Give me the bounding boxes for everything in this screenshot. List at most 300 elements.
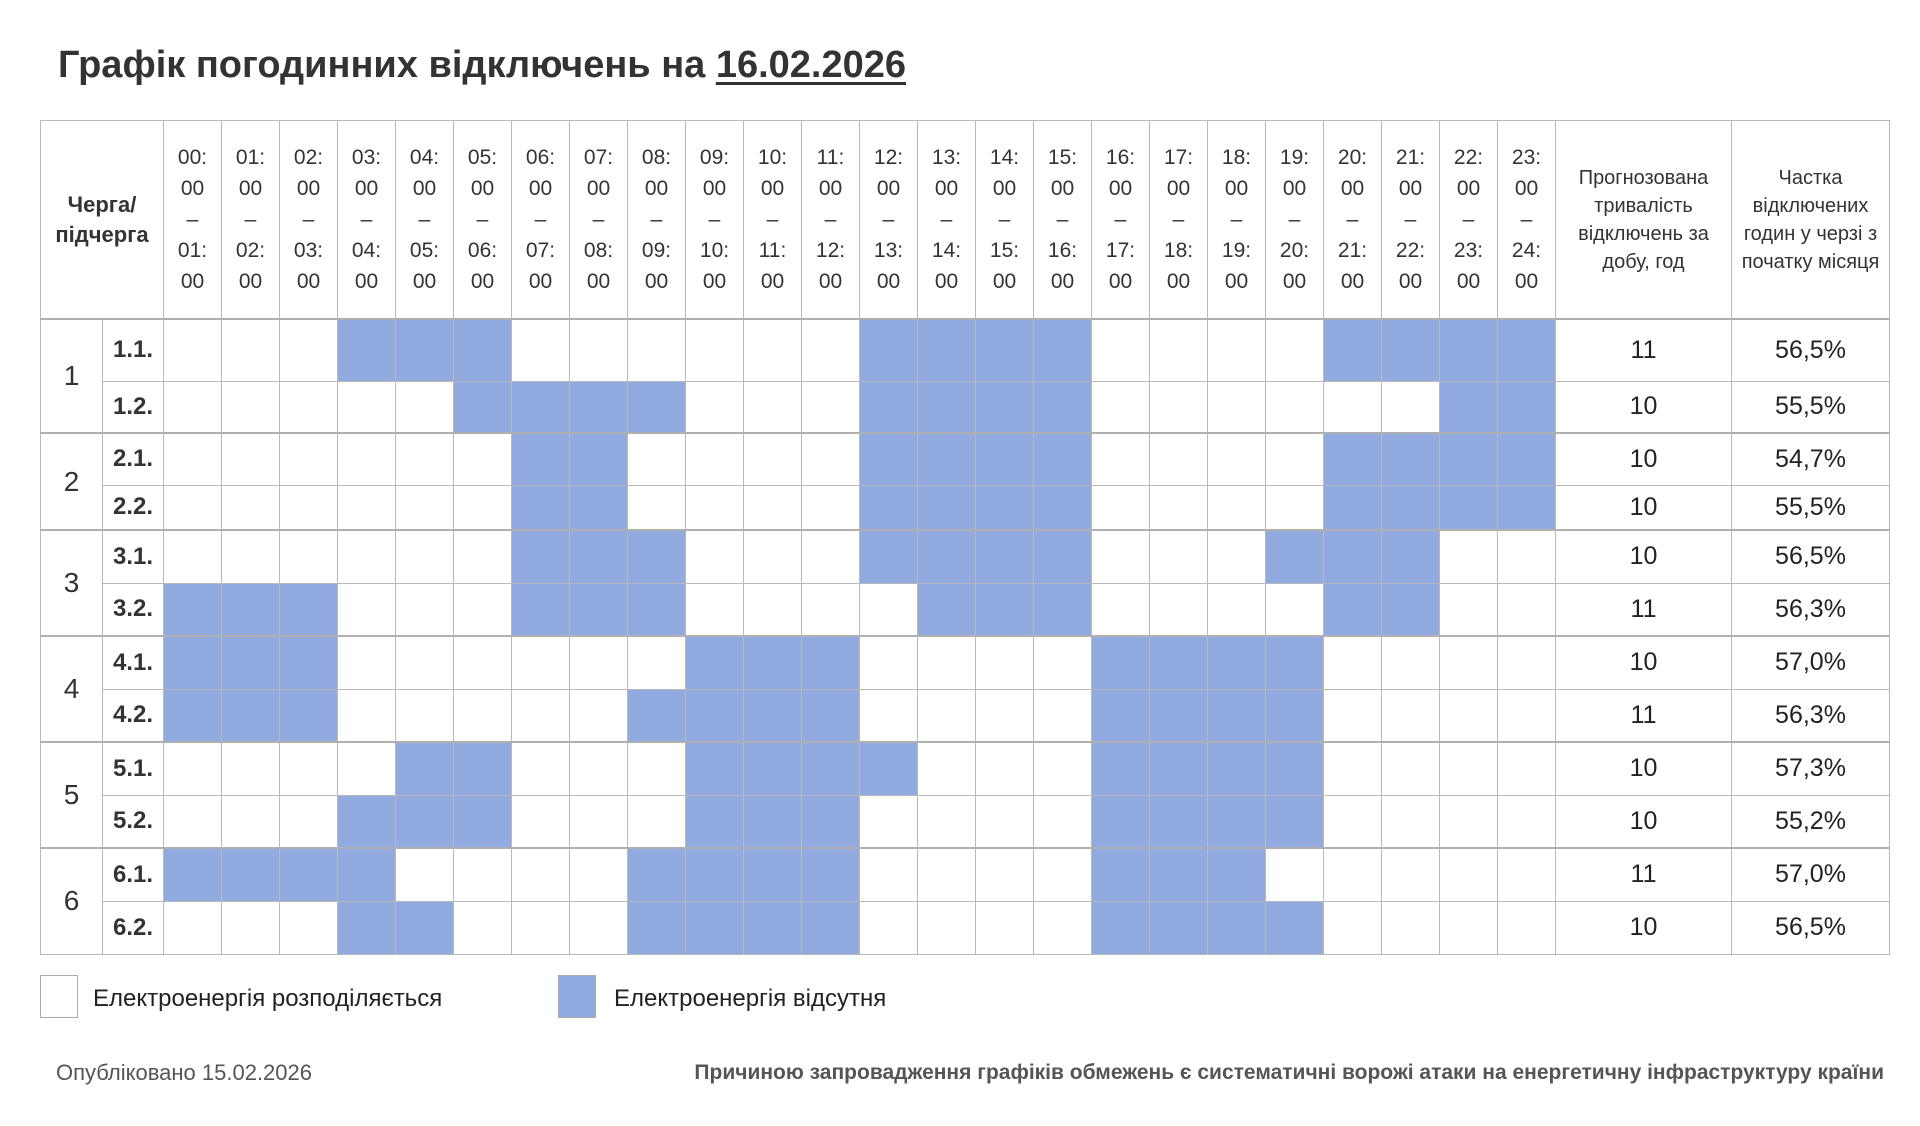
share-value: 54,7%: [1732, 433, 1890, 485]
hour-cell-outage: [744, 848, 802, 901]
hour-cell-outage: [802, 742, 860, 795]
hour-header-part: 00: [528, 177, 553, 200]
hour-cell-power: [1324, 636, 1382, 689]
hour-header-part: 12:: [815, 239, 846, 262]
hour-cell-power: [860, 689, 918, 742]
hour-cell-power: [164, 795, 222, 848]
hour-header-part: 09:: [699, 146, 730, 169]
hour-cell-outage: [918, 319, 976, 381]
hour-cell-outage: [744, 795, 802, 848]
hour-cell-outage: [454, 319, 512, 381]
hour-cell-power: [222, 485, 280, 530]
hour-header-14: [976, 121, 1034, 320]
hour-cell-power: [280, 485, 338, 530]
hour-header-part: 19:: [1221, 239, 1252, 262]
hour-cell-power: [976, 848, 1034, 901]
hour-header-part: 00: [1398, 177, 1423, 200]
hour-header-part: 18:: [1221, 146, 1252, 169]
hour-cell-outage: [338, 901, 396, 954]
hour-header-part: 00: [412, 177, 437, 200]
hour-cell-power: [164, 381, 222, 433]
hour-cell-power: [918, 848, 976, 901]
table-row: [41, 848, 1890, 901]
hour-cell-power: [1208, 319, 1266, 381]
hour-header-9: [686, 121, 744, 320]
hour-cell-outage: [280, 689, 338, 742]
hour-header-part: –: [1346, 208, 1359, 231]
hour-cell-outage: [860, 530, 918, 583]
hour-cell-outage: [1324, 583, 1382, 636]
hour-header-part: –: [360, 208, 373, 231]
hour-cell-outage: [860, 381, 918, 433]
hour-header-1: [222, 121, 280, 320]
hour-cell-power: [396, 689, 454, 742]
hour-cell-power: [1498, 689, 1556, 742]
hour-cell-power: [860, 636, 918, 689]
hour-cell-power: [918, 689, 976, 742]
hour-cell-power: [164, 485, 222, 530]
hour-cell-outage: [338, 848, 396, 901]
hour-header-part: –: [708, 208, 721, 231]
hour-header-part: 00: [1108, 177, 1133, 200]
hour-cell-power: [1324, 795, 1382, 848]
hour-cell-power: [918, 636, 976, 689]
header-row: [41, 121, 1890, 320]
hour-cell-power: [686, 583, 744, 636]
hour-cell-outage: [1440, 319, 1498, 381]
hour-header-part: 00: [180, 177, 205, 200]
hour-cell-power: [744, 319, 802, 381]
queue-number: 3: [41, 530, 103, 636]
hour-cell-power: [1092, 583, 1150, 636]
hour-cell-power: [628, 485, 686, 530]
hour-cell-power: [512, 901, 570, 954]
hour-cell-outage: [570, 583, 628, 636]
hour-header-part: –: [302, 208, 315, 231]
hour-header-part: –: [244, 208, 257, 231]
hour-cell-outage: [1092, 795, 1150, 848]
hour-cell-power: [744, 381, 802, 433]
hour-cell-power: [1324, 742, 1382, 795]
share-header: Частка відключених годин у черзі з початку місяця: [1732, 121, 1890, 320]
hour-cell-power: [1382, 742, 1440, 795]
hour-header-part: 00: [528, 270, 553, 293]
hour-cell-power: [570, 319, 628, 381]
hour-header-part: –: [998, 208, 1011, 231]
hour-cell-outage: [1266, 742, 1324, 795]
hour-cell-outage: [512, 485, 570, 530]
share-value: 56,5%: [1732, 319, 1890, 381]
share-value: 57,0%: [1732, 848, 1890, 901]
hour-cell-power: [454, 901, 512, 954]
hour-header-part: 21:: [1337, 239, 1368, 262]
hour-cell-outage: [1208, 901, 1266, 954]
hour-cell-outage: [396, 742, 454, 795]
hour-header-part: 00: [992, 177, 1017, 200]
hour-header-part: 00: [1166, 270, 1191, 293]
table-row: [41, 901, 1890, 954]
hour-header-part: –: [1114, 208, 1127, 231]
hour-cell-outage: [802, 636, 860, 689]
hour-header-part: 23:: [1453, 239, 1484, 262]
hour-header-part: 22:: [1453, 146, 1484, 169]
share-value: 56,3%: [1732, 689, 1890, 742]
hour-cell-power: [1208, 485, 1266, 530]
subqueue-label: 1.1.: [103, 319, 164, 381]
hour-header-part: –: [882, 208, 895, 231]
hour-cell-power: [1092, 485, 1150, 530]
hour-header-part: 11:: [816, 146, 845, 169]
hour-cell-power: [1440, 795, 1498, 848]
queue-number: 1: [41, 319, 103, 433]
duration-value: 10: [1556, 795, 1732, 848]
hour-header-15: [1034, 121, 1092, 320]
hour-cell-power: [628, 319, 686, 381]
hour-cell-outage: [512, 583, 570, 636]
hour-cell-outage: [1498, 433, 1556, 485]
hour-cell-power: [396, 485, 454, 530]
hour-header-part: 00: [1514, 177, 1539, 200]
hour-cell-power: [1440, 742, 1498, 795]
hour-cell-power: [222, 319, 280, 381]
hour-cell-power: [744, 433, 802, 485]
hour-cell-power: [1324, 381, 1382, 433]
hour-cell-outage: [1150, 901, 1208, 954]
hour-cell-outage: [570, 433, 628, 485]
hour-cell-outage: [222, 689, 280, 742]
hour-cell-power: [512, 742, 570, 795]
hour-header-part: 01:: [177, 239, 208, 262]
hour-cell-power: [744, 530, 802, 583]
hour-header-part: 02:: [235, 239, 266, 262]
hour-cell-power: [338, 636, 396, 689]
duration-value: 10: [1556, 433, 1732, 485]
hour-cell-outage: [222, 848, 280, 901]
hour-cell-power: [512, 795, 570, 848]
hour-cell-outage: [918, 583, 976, 636]
hour-cell-power: [512, 848, 570, 901]
hour-cell-outage: [1208, 742, 1266, 795]
hour-header-part: 00: [1398, 270, 1423, 293]
duration-header: Прогнозована тривалість відключень за добу, год: [1556, 121, 1732, 320]
hour-header-part: 22:: [1395, 239, 1426, 262]
hour-header-part: –: [824, 208, 837, 231]
hour-cell-power: [1034, 689, 1092, 742]
hour-header-part: –: [186, 208, 199, 231]
hour-cell-outage: [1150, 742, 1208, 795]
hour-header-part: 20:: [1337, 146, 1368, 169]
hour-cell-power: [976, 636, 1034, 689]
subqueue-label: 4.1.: [103, 636, 164, 689]
hour-cell-power: [1324, 848, 1382, 901]
hour-header-part: 00:: [177, 146, 208, 169]
hour-header-part: 06:: [467, 239, 498, 262]
hour-cell-outage: [1440, 381, 1498, 433]
hour-cell-power: [976, 795, 1034, 848]
hour-header-part: –: [766, 208, 779, 231]
subqueue-label: 2.2.: [103, 485, 164, 530]
hour-cell-power: [512, 319, 570, 381]
hour-cell-outage: [1150, 636, 1208, 689]
subqueue-label: 6.1.: [103, 848, 164, 901]
hour-cell-power: [1034, 901, 1092, 954]
hour-cell-power: [1382, 689, 1440, 742]
hour-cell-power: [1208, 583, 1266, 636]
hour-cell-power: [164, 742, 222, 795]
hour-cell-outage: [396, 319, 454, 381]
hour-header-part: 00: [934, 270, 959, 293]
hour-cell-outage: [1498, 381, 1556, 433]
hour-cell-power: [1440, 689, 1498, 742]
hour-header-part: –: [476, 208, 489, 231]
hour-cell-power: [164, 319, 222, 381]
hour-cell-outage: [570, 485, 628, 530]
hour-header-part: 16:: [1105, 146, 1136, 169]
hour-header-part: –: [418, 208, 431, 231]
hour-cell-outage: [1034, 583, 1092, 636]
hour-cell-power: [802, 381, 860, 433]
hour-cell-power: [1498, 636, 1556, 689]
hour-cell-outage: [1092, 742, 1150, 795]
hour-cell-outage: [1034, 319, 1092, 381]
hour-header-part: 00: [1514, 270, 1539, 293]
hour-cell-power: [222, 381, 280, 433]
hour-cell-outage: [1382, 319, 1440, 381]
hour-header-part: –: [1520, 208, 1533, 231]
duration-value: 10: [1556, 381, 1732, 433]
hour-cell-outage: [1150, 689, 1208, 742]
hour-cell-power: [454, 636, 512, 689]
share-value: 56,5%: [1732, 901, 1890, 954]
hour-cell-outage: [1092, 689, 1150, 742]
hour-cell-outage: [744, 901, 802, 954]
queue-number: 5: [41, 742, 103, 848]
hour-cell-outage: [222, 583, 280, 636]
share-value: 55,2%: [1732, 795, 1890, 848]
hour-cell-outage: [744, 689, 802, 742]
hour-header-part: 00: [992, 270, 1017, 293]
table-row: [41, 795, 1890, 848]
hour-header-part: 00: [586, 177, 611, 200]
hour-cell-outage: [570, 381, 628, 433]
hour-header-part: 00: [1050, 177, 1075, 200]
hour-cell-outage: [396, 795, 454, 848]
hour-cell-power: [280, 433, 338, 485]
hour-cell-outage: [1208, 848, 1266, 901]
hour-header-part: –: [650, 208, 663, 231]
hour-header-part: 00: [354, 270, 379, 293]
hour-cell-power: [1208, 381, 1266, 433]
hour-cell-outage: [454, 742, 512, 795]
hour-cell-power: [280, 319, 338, 381]
hour-header-part: 00: [412, 270, 437, 293]
hour-header-part: 00: [1456, 177, 1481, 200]
hour-cell-power: [628, 742, 686, 795]
hour-cell-power: [454, 583, 512, 636]
hour-header-3: [338, 121, 396, 320]
hour-cell-power: [222, 901, 280, 954]
hour-cell-outage: [918, 433, 976, 485]
hour-cell-outage: [338, 319, 396, 381]
hour-cell-outage: [1092, 901, 1150, 954]
hour-header-part: 05:: [409, 239, 440, 262]
hour-header-part: 17:: [1105, 239, 1136, 262]
hour-header-part: 05:: [467, 146, 498, 169]
hour-cell-outage: [164, 636, 222, 689]
hour-cell-outage: [686, 636, 744, 689]
hour-cell-power: [280, 381, 338, 433]
hour-cell-outage: [512, 381, 570, 433]
hour-cell-outage: [1498, 319, 1556, 381]
hour-header-part: 16:: [1047, 239, 1078, 262]
queue-header: Черга/ підчерга: [41, 121, 164, 320]
hour-header-part: 07:: [525, 239, 556, 262]
hour-header-part: 00: [238, 270, 263, 293]
table-row: [41, 530, 1890, 583]
hour-cell-power: [628, 433, 686, 485]
hour-header-part: 00: [1050, 270, 1075, 293]
hour-cell-power: [1266, 583, 1324, 636]
hour-header-part: 00: [470, 270, 495, 293]
table-row: [41, 381, 1890, 433]
hour-cell-power: [222, 530, 280, 583]
hour-cell-outage: [860, 433, 918, 485]
hour-cell-power: [1382, 795, 1440, 848]
hour-cell-outage: [628, 583, 686, 636]
hour-cell-power: [1498, 583, 1556, 636]
hour-cell-outage: [976, 583, 1034, 636]
hour-header-part: –: [1172, 208, 1185, 231]
hour-cell-power: [454, 530, 512, 583]
hour-cell-outage: [512, 433, 570, 485]
hour-header-part: 09:: [641, 239, 672, 262]
hour-header-part: 00: [1224, 177, 1249, 200]
hour-cell-outage: [628, 381, 686, 433]
hour-cell-power: [1034, 742, 1092, 795]
hour-header-part: 11:: [758, 239, 787, 262]
hour-cell-power: [164, 901, 222, 954]
hour-cell-power: [1092, 319, 1150, 381]
hour-cell-power: [1440, 848, 1498, 901]
hour-header-17: [1150, 121, 1208, 320]
hour-cell-outage: [686, 848, 744, 901]
hour-cell-outage: [860, 319, 918, 381]
hour-cell-power: [512, 636, 570, 689]
hour-cell-power: [802, 485, 860, 530]
hour-cell-outage: [1092, 636, 1150, 689]
hour-header-part: 03:: [351, 146, 382, 169]
queue-number: 6: [41, 848, 103, 954]
table-row: [41, 689, 1890, 742]
hour-header-13: [918, 121, 976, 320]
table-row: [41, 636, 1890, 689]
hour-header-part: 06:: [525, 146, 556, 169]
hour-header-4: [396, 121, 454, 320]
hour-cell-power: [1092, 433, 1150, 485]
hour-header-part: –: [1462, 208, 1475, 231]
hour-cell-power: [686, 319, 744, 381]
share-value: 56,3%: [1732, 583, 1890, 636]
hour-cell-power: [802, 319, 860, 381]
duration-value: 10: [1556, 901, 1732, 954]
hour-header-part: 00: [1166, 177, 1191, 200]
hour-cell-power: [338, 742, 396, 795]
hour-header-8: [628, 121, 686, 320]
hour-header-7: [570, 121, 628, 320]
hour-header-part: 00: [702, 177, 727, 200]
hour-cell-outage: [976, 381, 1034, 433]
hour-cell-outage: [976, 319, 1034, 381]
subqueue-label: 3.1.: [103, 530, 164, 583]
hour-header-part: 00: [818, 177, 843, 200]
duration-value: 11: [1556, 689, 1732, 742]
hour-cell-power: [1440, 901, 1498, 954]
hour-cell-power: [280, 742, 338, 795]
hour-header-part: 00: [1108, 270, 1133, 293]
hour-cell-power: [338, 433, 396, 485]
hour-header-11: [802, 121, 860, 320]
hour-cell-power: [1266, 319, 1324, 381]
hour-header-part: 00: [296, 270, 321, 293]
hour-cell-outage: [1324, 485, 1382, 530]
hour-cell-outage: [1440, 485, 1498, 530]
hour-cell-outage: [1382, 530, 1440, 583]
hour-cell-power: [1034, 795, 1092, 848]
hour-header-part: 20:: [1279, 239, 1310, 262]
hour-cell-power: [570, 742, 628, 795]
hour-header-part: –: [1288, 208, 1301, 231]
hour-header-19: [1266, 121, 1324, 320]
hour-header-12: [860, 121, 918, 320]
hour-header-part: 00: [702, 270, 727, 293]
title-prefix: Графік погодинних відключень на: [58, 44, 706, 86]
hour-cell-outage: [454, 381, 512, 433]
hour-cell-power: [1498, 530, 1556, 583]
hour-cell-outage: [454, 795, 512, 848]
hour-cell-power: [1150, 485, 1208, 530]
hour-cell-outage: [802, 848, 860, 901]
hour-cell-outage: [280, 636, 338, 689]
hour-cell-power: [338, 530, 396, 583]
hour-cell-power: [1324, 901, 1382, 954]
hour-cell-power: [454, 689, 512, 742]
hour-cell-power: [570, 848, 628, 901]
hour-cell-outage: [396, 901, 454, 954]
hour-header-part: 00: [818, 270, 843, 293]
hour-header-part: 00: [586, 270, 611, 293]
hour-cell-power: [1208, 433, 1266, 485]
hour-cell-outage: [338, 795, 396, 848]
hour-cell-outage: [918, 381, 976, 433]
hour-header-part: 04:: [351, 239, 382, 262]
share-value: 55,5%: [1732, 381, 1890, 433]
hour-cell-outage: [280, 583, 338, 636]
hour-cell-outage: [570, 530, 628, 583]
hour-header-part: 00: [470, 177, 495, 200]
duration-value: 11: [1556, 319, 1732, 381]
subqueue-label: 3.2.: [103, 583, 164, 636]
hour-cell-outage: [686, 901, 744, 954]
hour-header-part: 00: [1224, 270, 1249, 293]
hour-header-part: 00: [354, 177, 379, 200]
hour-cell-power: [860, 848, 918, 901]
hour-cell-power: [1382, 901, 1440, 954]
hour-header-part: 18:: [1163, 239, 1194, 262]
hour-cell-power: [280, 901, 338, 954]
hour-header-2: [280, 121, 338, 320]
hour-cell-power: [802, 583, 860, 636]
hour-header-16: [1092, 121, 1150, 320]
